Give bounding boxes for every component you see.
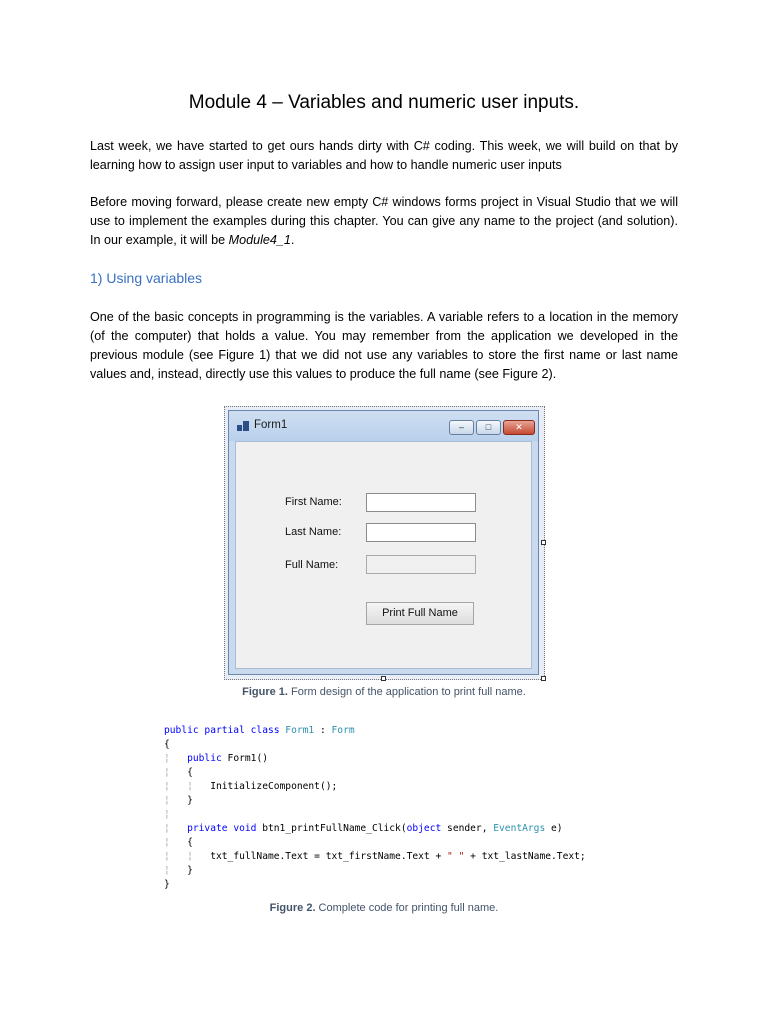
figure1-caption-text: Form design of the application to print full name. xyxy=(287,686,526,698)
resize-handle-right[interactable] xyxy=(541,540,546,545)
first-name-label: First Name: xyxy=(285,496,342,508)
form-client-area xyxy=(235,441,532,669)
figure1-caption-label: Figure 1. xyxy=(242,686,288,698)
setup-text: Before moving forward, please create new empty C# windows forms project in Visual Studio that we will use to implement the examples during this chapter. You can give any name to the project (and solution). In our example, it will be xyxy=(90,195,678,247)
project-name: Module4_1 xyxy=(228,233,291,247)
full-name-label: Full Name: xyxy=(285,559,339,571)
setup-end: . xyxy=(290,233,295,247)
form-icon xyxy=(237,421,249,431)
window-title: Form1 xyxy=(254,419,288,431)
figure2-caption-text: Complete code for printing full name. xyxy=(315,902,499,914)
print-full-name-button[interactable]: Print Full Name xyxy=(366,602,474,625)
minimize-icon: – xyxy=(458,422,464,432)
first-name-input[interactable] xyxy=(366,493,476,512)
resize-handle-bottom[interactable] xyxy=(381,676,386,681)
figure2-caption xyxy=(0,902,768,914)
window-titlebar xyxy=(229,411,538,441)
last-name-input[interactable] xyxy=(366,523,476,542)
section-heading: 1) Using variables xyxy=(90,270,203,286)
figure2-caption-label: Figure 2. xyxy=(269,902,316,914)
form-designer-figure xyxy=(224,406,545,680)
last-name-label: Last Name: xyxy=(285,526,342,538)
intro-paragraph: Last week, we have started to get ours hands dirty with C# coding. This week, we will build on that by learning how to assign user input to variables and how to handle numeric user inputs xyxy=(90,139,678,172)
full-name-output xyxy=(366,555,476,574)
close-icon: ✕ xyxy=(515,422,523,432)
form-window xyxy=(228,410,539,675)
figure1-caption xyxy=(0,686,768,698)
maximize-button[interactable] xyxy=(476,420,501,435)
minimize-button[interactable] xyxy=(449,420,474,435)
setup-paragraph xyxy=(90,193,678,250)
code-listing: public partial class Form1 : Form { ¦ public Form1() ¦ { ¦ ¦ InitializeComponent(); ¦ } ¦ ¦ private void btn1_printFullName_Click(object sender, EventArgs e) ¦ { ¦ ¦ txt_fullName.Text = txt_firstName.Text + " " + txt_lastName.Text; ¦ } } xyxy=(164,725,586,890)
page-title: Module 4 – Variables and numeric user inputs. xyxy=(188,92,580,113)
variables-paragraph: One of the basic concepts in programming is the variables. A variable refers to a location in the memory (of the computer) that holds a value. You may remember from the application we developed in the previous module (see Figure 1) that we did not use any variables to store the first name or last name values and, instead, directly use this values to produce the full name (see Figure 2). xyxy=(90,310,678,381)
maximize-icon: □ xyxy=(485,422,492,432)
close-button[interactable] xyxy=(503,420,535,435)
resize-handle-corner[interactable] xyxy=(541,676,546,681)
